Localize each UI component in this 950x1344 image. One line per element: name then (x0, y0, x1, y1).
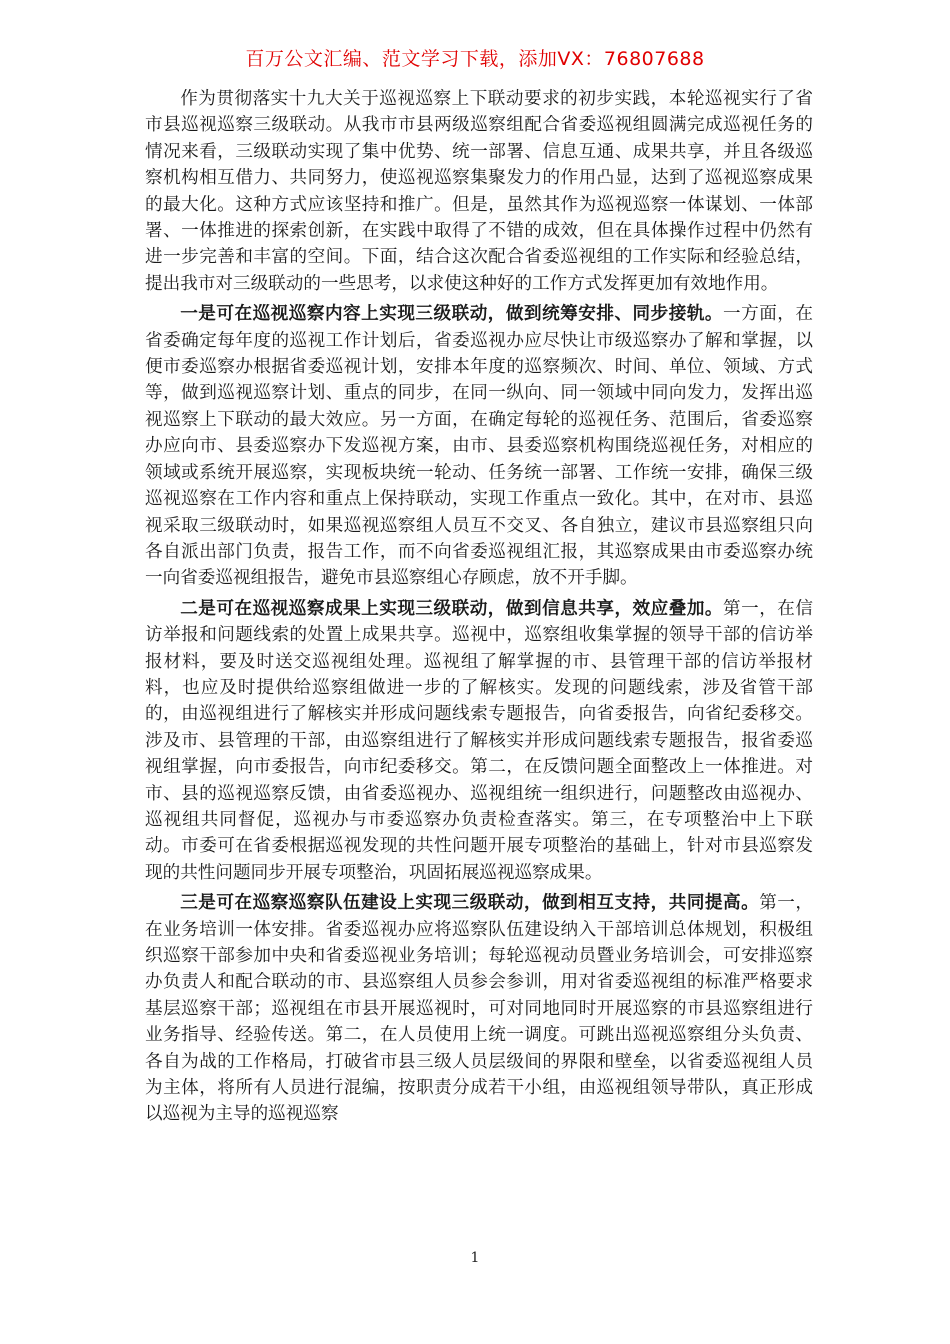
document-body (145, 86, 813, 1128)
paragraph-lead: 二是可在巡视巡察成果上实现三级联动，做到信息共享，效应叠加。 (180, 597, 724, 619)
paragraph-point-one (145, 301, 813, 591)
page-number: 1 (470, 1250, 480, 1266)
paragraph-text: 一方面，在省委确定每年度的巡视工作计划后，省委巡视办应尽快让市级巡察办了解和掌握，以便市委巡察办根据省委巡视计划，安排本年度的巡察频次、时间、单位、领域、方式等，做到巡视巡察计划、重点的同步，在同一纵向、同一领域中同向发力，发挥出巡视巡察上下联动的最大效应。另一方面，在确定每轮的巡视任务、范围后，省委巡察办应向市、县委巡察办下发巡视方案，由市、县委巡察机构围绕巡视任务，对相应的领域或系统开展巡察，实现板块统一轮动、任务统一部署、工作统一安排，确保三级巡视巡察在工作内容和重点上保持联动，实现工作重点一致化。其中，在对市、县巡视采取三级联动时，如果巡视巡察组人员互不交叉、各自独立，建议市县巡察组只向各自派出部门负责，报告工作，而不向省委巡视组汇报，其巡察成果由市委巡察办统一向省委巡视组报告，避免市县巡察组心存顾虑，放不开手脚。 (145, 304, 813, 589)
promo-banner: 百万公文汇编、范文学习下载，添加VX：76807688 (245, 48, 705, 70)
paragraph-point-three (145, 890, 813, 1128)
paragraph-lead: 三是可在巡察巡察队伍建设上实现三级联动，做到相互支持，共同提高。 (180, 892, 760, 914)
paragraph-lead: 一是可在巡视巡察内容上实现三级联动，做到统筹安排、同步接轨。 (180, 303, 724, 325)
paragraph-intro (145, 86, 813, 297)
paragraph-text: 第一，在信访举报和问题线索的处置上成果共享。巡视中，巡察组收集掌握的领导干部的信访举报材料，要及时送交巡视组处理。巡视组了解掌握的市、县管理干部的信访举报材料，也应及时提供给巡察组做进一步的了解核实。发现的问题线索，涉及省管干部的，由巡视组进行了解核实并形成问题线索专题报告，向省委报告，向省纪委移交。涉及市、县管理的干部，由巡察组进行了解核实并形成问题线索专题报告，报省委巡视组掌握，向市委报告，向市纪委移交。第二，在反馈问题全面整改上一体推进。对市、县的巡视巡察反馈，由省委巡视办、巡视组统一组织进行，问题整改由巡视办、巡视组共同督促，巡视办与市委巡察办负责检查落实。第三，在专项整治中上下联动。市委可在省委根据巡视发现的共性问题开展专项整治的基础上，针对市县巡察发现的共性问题同步开展专项整治，巩固拓展巡视巡察成果。 (145, 598, 813, 883)
paragraph-text: 第一，在业务培训一体安排。省委巡视办应将巡察队伍建设纳入干部培训总体规划，积极组织巡察干部参加中央和省委巡视业务培训；每轮巡视动员暨业务培训会，可安排巡察办负责人和配合联动的市、县巡察组人员参会参训，用对省委巡视组的标准严格要求基层巡察干部；巡视组在市县开展巡视时，可对同地同时开展巡察的市县巡察组进行业务指导、经验传送。第二，在人员使用上统一调度。可跳出巡视巡察组分头负责、各自为战的工作格局，打破省市县三级人员层级间的界限和壁垒，以省委巡视组人员为主体，将所有人员进行混编，按职责分成若干小组，由巡视组领导带队，真正形成以巡视为主导的巡视巡察 (145, 893, 813, 1125)
paragraph-text: 作为贯彻落实十九大关于巡视巡察上下联动要求的初步实践，本轮巡视实行了省市县巡视巡察三级联动。从我市市县两级巡察组配合省委巡视组圆满完成巡视任务的情况来看，三级联动实现了集中优势、统一部署、信息互通、成果共享，并且各级巡察机构相互借力、共同努力，使巡视巡察集聚发力的作用凸显，达到了巡视巡察成果的最大化。这种方式应该坚持和推广。但是，虽然其作为巡视巡察一体谋划、一体部署、一体推进的探索创新，在实践中取得了不错的成效，但在具体操作过程中仍然有进一步完善和丰富的空间。下面，结合这次配合省委巡视组的工作实际和经验总结，提出我市对三级联动的一些思考，以求使这种好的工作方式发挥更加有效地作用。 (145, 89, 813, 294)
paragraph-point-two (145, 596, 813, 886)
